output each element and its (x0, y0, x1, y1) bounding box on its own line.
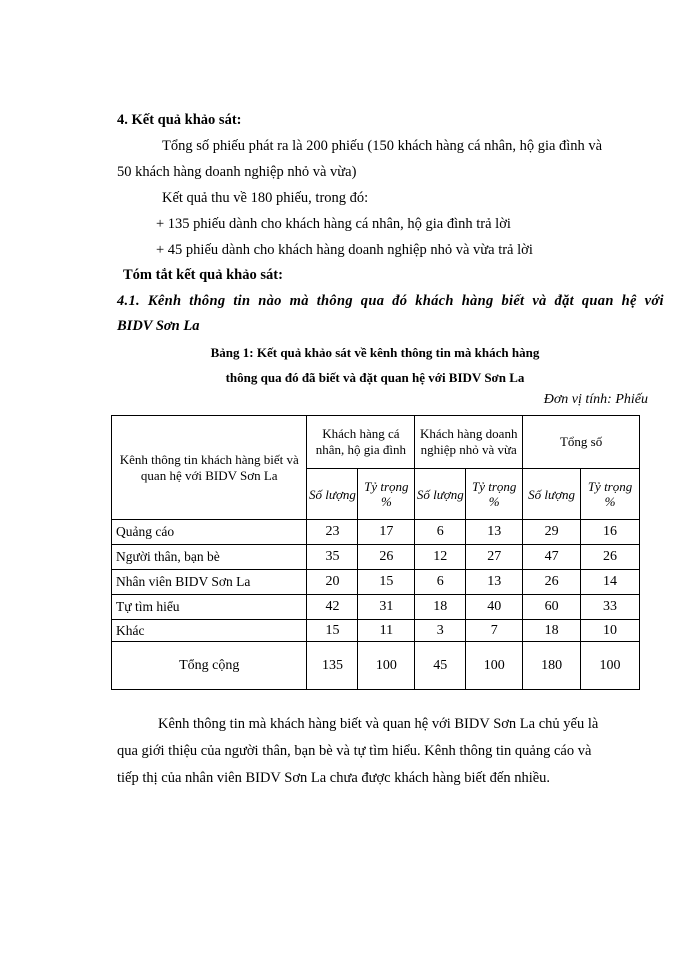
column-subheader: Tỷ trọng % (358, 469, 415, 520)
table-row (112, 520, 640, 545)
table-cell: 6 (415, 570, 466, 595)
table-corner-header: Kênh thông tin khách hàng biết và quan hệ với BIDV Sơn La (112, 416, 307, 520)
table-cell: 47 (523, 545, 581, 570)
table-row (112, 595, 640, 620)
row-label: Người thân, bạn bè (112, 545, 307, 570)
table-caption: Bảng 1: Kết quả khảo sát về kênh thông tin mà khách hàng (210, 345, 540, 360)
row-label: Tự tìm hiểu (112, 595, 307, 620)
table-cell: 26 (581, 545, 640, 570)
table-cell: 31 (358, 595, 415, 620)
table-cell: 7 (466, 620, 523, 642)
table-cell: 23 (307, 520, 358, 545)
table-cell: 15 (358, 570, 415, 595)
conclusion-paragraph-line: Kênh thông tin mà khách hàng biết và quan hệ với BIDV Sơn La chủ yếu là (158, 716, 599, 732)
column-subheader: Số lượng (523, 469, 581, 520)
table-row (112, 620, 640, 642)
subsection-title: 4.1. Kênh thông tin nào mà thông qua đó khách hàng biết và đặt quan hệ với (117, 293, 664, 309)
table-cell: 6 (415, 520, 466, 545)
table-cell: 60 (523, 595, 581, 620)
table-cell: 17 (358, 520, 415, 545)
row-label: Nhân viên BIDV Sơn La (112, 570, 307, 595)
row-label: Khác (112, 620, 307, 642)
table-cell: 12 (415, 545, 466, 570)
table-cell: 13 (466, 570, 523, 595)
table-cell: 27 (466, 545, 523, 570)
table-total-row (112, 642, 640, 690)
table-cell: 42 (307, 595, 358, 620)
column-subheader: Tỷ trọng % (466, 469, 523, 520)
table-cell: 100 (358, 642, 415, 690)
table-cell: 135 (307, 642, 358, 690)
table-cell: 15 (307, 620, 358, 642)
table-cell: 14 (581, 570, 640, 595)
column-group-header: Khách hàng cá nhân, hộ gia đình (307, 416, 415, 469)
bullet-item: + 135 phiếu dành cho khách hàng cá nhân, hộ gia đình trả lời (156, 216, 511, 232)
table-cell: 18 (523, 620, 581, 642)
conclusion-paragraph-line: tiếp thị của nhân viên BIDV Sơn La chưa được khách hàng biết đến nhiều. (117, 770, 551, 786)
table-cell: 45 (415, 642, 466, 690)
total-label: Tổng cộng (112, 642, 307, 690)
column-subheader: Số lượng (415, 469, 466, 520)
table-cell: 16 (581, 520, 640, 545)
intro-paragraph-line: Tổng số phiếu phát ra là 200 phiếu (150 khách hàng cá nhân, hộ gia đình và (162, 138, 603, 154)
table-cell: 10 (581, 620, 640, 642)
table-cell: 100 (581, 642, 640, 690)
table-caption: thông qua đó đã biết và đặt quan hệ với BIDV Sơn La (225, 370, 525, 385)
subsection-title: BIDV Sơn La (117, 318, 200, 334)
table-cell: 40 (466, 595, 523, 620)
table-row (112, 545, 640, 570)
column-group-header: Khách hàng doanh nghiệp nhỏ và vừa (415, 416, 523, 469)
intro-paragraph-line: Kết quả thu về 180 phiếu, trong đó: (162, 190, 369, 206)
summary-heading: Tóm tắt kết quả khảo sát: (123, 267, 283, 283)
table-cell: 26 (358, 545, 415, 570)
table-cell: 13 (466, 520, 523, 545)
table-cell: 35 (307, 545, 358, 570)
row-label: Quảng cáo (112, 520, 307, 545)
bullet-item: + 45 phiếu dành cho khách hàng doanh nghiệp nhỏ và vừa trả lời (156, 242, 533, 258)
unit-label: Đơn vị tính: Phiếu (543, 392, 648, 407)
column-subheader: Tỷ trọng % (581, 469, 640, 520)
table-row (112, 570, 640, 595)
table-cell: 26 (523, 570, 581, 595)
column-subheader: Số lượng (307, 469, 358, 520)
table-cell: 3 (415, 620, 466, 642)
intro-paragraph-line: 50 khách hàng doanh nghiệp nhỏ và vừa) (117, 164, 357, 180)
survey-table (111, 415, 640, 690)
conclusion-paragraph-line: qua giới thiệu của người thân, bạn bè và tự tìm hiểu. Kênh thông tin quảng cáo và (117, 743, 592, 759)
table-cell: 180 (523, 642, 581, 690)
table-cell: 20 (307, 570, 358, 595)
table-cell: 33 (581, 595, 640, 620)
table-cell: 18 (415, 595, 466, 620)
table-cell: 100 (466, 642, 523, 690)
section-heading: 4. Kết quả khảo sát: (117, 112, 242, 128)
table-cell: 11 (358, 620, 415, 642)
column-group-header: Tổng số (523, 416, 640, 469)
table-cell: 29 (523, 520, 581, 545)
